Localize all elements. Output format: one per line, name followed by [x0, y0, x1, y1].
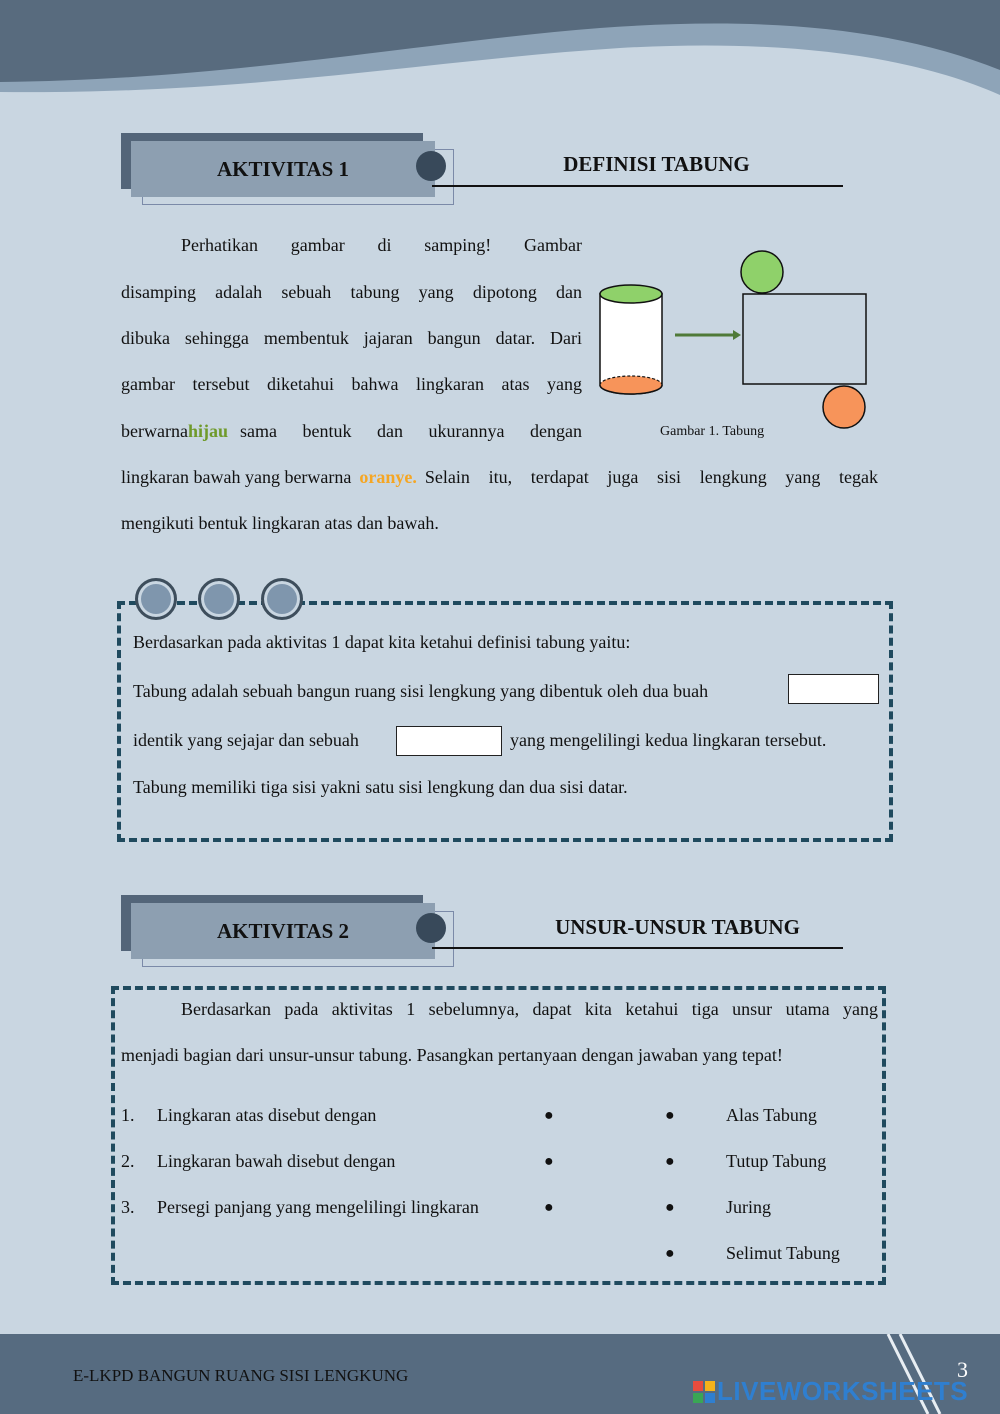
question-3-dot[interactable]: ●: [544, 1199, 554, 1216]
answer-4-text: Selimut Tabung: [726, 1243, 840, 1263]
activity1-line6-pre: lingkaran bawah yang berwarna: [121, 467, 352, 487]
activity1-dot: [416, 151, 446, 181]
activity1-line-5: [121, 408, 582, 455]
footer-title: E-LKPD BANGUN RUANG SISI LENGKUNG: [73, 1366, 409, 1385]
answer-2-dot[interactable]: ●: [665, 1153, 675, 1170]
activity1-line5-pre: berwarna: [121, 421, 188, 441]
page-number: 3: [957, 1357, 968, 1382]
cylinder-icon: [600, 285, 662, 394]
activity2-title-rule: [432, 947, 843, 949]
activity2-label: AKTIVITAS 2: [131, 903, 435, 959]
question-2-dot[interactable]: ●: [544, 1153, 554, 1170]
activity2-intro-1: Berdasarkan pada aktivitas 1 sebelumnya, dapat kita ketahui tiga unsur utama yang: [181, 999, 878, 1019]
question-2-text: Lingkaran bawah disebut dengan: [157, 1151, 396, 1171]
liveworksheets-logo[interactable]: [693, 1376, 968, 1407]
figure-caption: Gambar 1. Tabung: [660, 424, 765, 439]
activity2-dot: [416, 913, 446, 943]
question-1-text: Lingkaran atas disebut dengan: [157, 1105, 377, 1125]
liveworksheets-text: LIVEWORKSHEETS: [717, 1376, 969, 1406]
word-oranye: oranye.: [359, 467, 417, 487]
definition-intro: Berdasarkan pada aktivitas 1 dapat kita ketahui definisi tabung yaitu:: [133, 632, 631, 652]
activity1-line-6: [121, 454, 878, 501]
ring-decoration-1: [135, 578, 177, 620]
activity1-line-3: dibuka sehingga membentuk jajaran bangun datar. Dari: [121, 328, 582, 348]
question-3-text: Persegi panjang yang mengelilingi lingkaran: [157, 1197, 479, 1217]
answer-1-dot[interactable]: ●: [665, 1107, 675, 1124]
word-hijau: hijau: [187, 421, 228, 441]
liveworksheets-icon: [693, 1381, 715, 1403]
activity2-title: UNSUR-UNSUR TABUNG: [555, 915, 800, 939]
activity1-line5-post: sama bentuk dan ukurannya dengan: [240, 421, 582, 441]
activity1-line6-post: Selain itu, terdapat juga sisi lengkung yang tegak: [424, 467, 878, 487]
answer-3-text: Juring: [726, 1197, 771, 1217]
answer-blank-1[interactable]: [788, 674, 879, 704]
activity1-label: AKTIVITAS 1: [131, 141, 435, 197]
answer-4-dot[interactable]: ●: [665, 1245, 675, 1262]
ring-decoration-2: [198, 578, 240, 620]
arrow-right-icon: [675, 330, 741, 340]
answer-3-dot[interactable]: ●: [665, 1199, 675, 1216]
activity1-line-2: disamping adalah sebuah tabung yang dipotong dan: [121, 282, 582, 302]
question-1-number: 1.: [121, 1105, 135, 1125]
definition-line-2-post: yang mengelilingi kedua lingkaran tersebut.: [510, 730, 827, 750]
activity1-title: DEFINISI TABUNG: [563, 152, 750, 176]
question-2-number: 2.: [121, 1151, 135, 1171]
definition-line-2-pre: identik yang sejajar dan sebuah: [133, 730, 359, 750]
definition-line-3: Tabung memiliki tiga sisi yakni satu sisi lengkung dan dua sisi datar.: [133, 777, 628, 797]
bottom-circle: [823, 386, 865, 428]
activity1-title-rule: [432, 185, 843, 187]
answer-2-text: Tutup Tabung: [726, 1151, 827, 1171]
ring-decoration-3: [261, 578, 303, 620]
question-3-number: 3.: [121, 1197, 135, 1217]
definition-line-1: Tabung adalah sebuah bangun ruang sisi lengkung yang dibentuk oleh dua buah: [133, 681, 709, 701]
header-wave: [0, 0, 1000, 110]
activity1-line-1: Perhatikan gambar di samping! Gambar: [181, 235, 582, 255]
activity1-line-4: gambar tersebut diketahui bahwa lingkaran atas yang: [121, 374, 582, 394]
net-rectangle: [743, 294, 866, 384]
top-circle: [741, 251, 783, 293]
answer-1-text: Alas Tabung: [726, 1105, 817, 1125]
cylinder-figure: [595, 245, 875, 430]
activity2-intro-2: menjadi bagian dari unsur-unsur tabung. Pasangkan pertanyaan dengan jawaban yang tepat!: [121, 1045, 783, 1065]
activity1-line-7: mengikuti bentuk lingkaran atas dan bawah.: [121, 513, 439, 533]
answer-blank-2[interactable]: [396, 726, 502, 756]
question-1-dot[interactable]: ●: [544, 1107, 554, 1124]
